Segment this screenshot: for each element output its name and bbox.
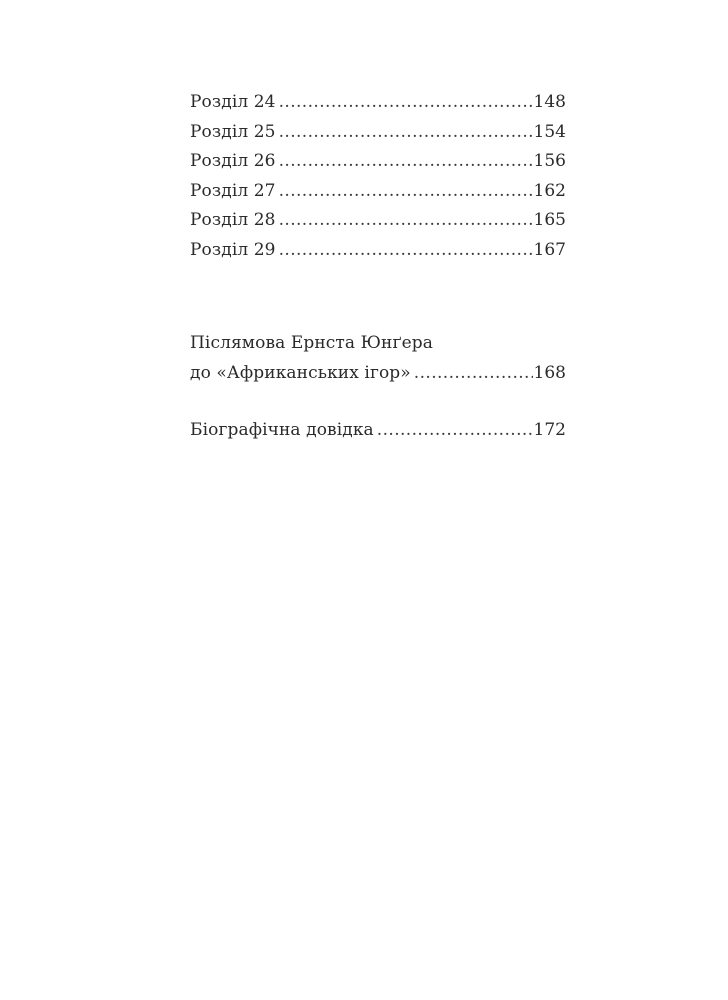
toc-entry-chapter-28[interactable] [190, 206, 566, 236]
toc-entry-afterword[interactable] [190, 329, 566, 388]
toc-entry-page-number: 148 [533, 92, 566, 112]
dot-leader [279, 147, 533, 177]
toc-entry-page-number: 165 [533, 210, 566, 230]
toc-entry-page-number: 172 [533, 420, 566, 440]
toc-entry-chapter-25[interactable] [190, 118, 566, 148]
toc-entry-chapter-29[interactable] [190, 236, 566, 266]
table-of-contents [190, 88, 566, 446]
section-spacer [190, 265, 566, 329]
dot-leader [279, 236, 533, 266]
dot-leader [377, 416, 533, 446]
toc-entry-page-number: 167 [533, 239, 566, 260]
dot-leader [414, 359, 533, 389]
toc-entry-page-number: 154 [533, 121, 566, 142]
dot-leader [279, 88, 533, 118]
toc-entry-label: Біографічна довідка [190, 420, 374, 440]
toc-entry-chapter-26[interactable] [190, 147, 566, 177]
toc-entry-label-line-2: до «Африканських ігор» [190, 362, 411, 383]
dot-leader [279, 118, 533, 148]
toc-entry-chapter-24[interactable] [190, 88, 566, 118]
toc-entry-afterword-line-2 [190, 359, 566, 389]
toc-entry-label: Розділ 25 [190, 121, 276, 142]
toc-entry-biography[interactable] [190, 416, 566, 446]
dot-leader [279, 177, 533, 207]
section-spacer [190, 388, 566, 416]
dot-leader [279, 206, 533, 236]
toc-entry-label: Розділ 27 [190, 180, 276, 201]
toc-entry-label: Розділ 24 [190, 92, 276, 112]
toc-entry-page-number: 168 [533, 362, 566, 383]
toc-entry-chapter-27[interactable] [190, 177, 566, 207]
toc-entry-page-number: 156 [533, 151, 566, 171]
toc-entry-label: Розділ 29 [190, 239, 276, 260]
toc-entry-label-line-1: Післямова Ернста Юнґера [190, 333, 433, 353]
toc-entry-label: Розділ 28 [190, 210, 276, 230]
toc-entry-label: Розділ 26 [190, 151, 276, 171]
toc-entry-page-number: 162 [533, 180, 566, 201]
